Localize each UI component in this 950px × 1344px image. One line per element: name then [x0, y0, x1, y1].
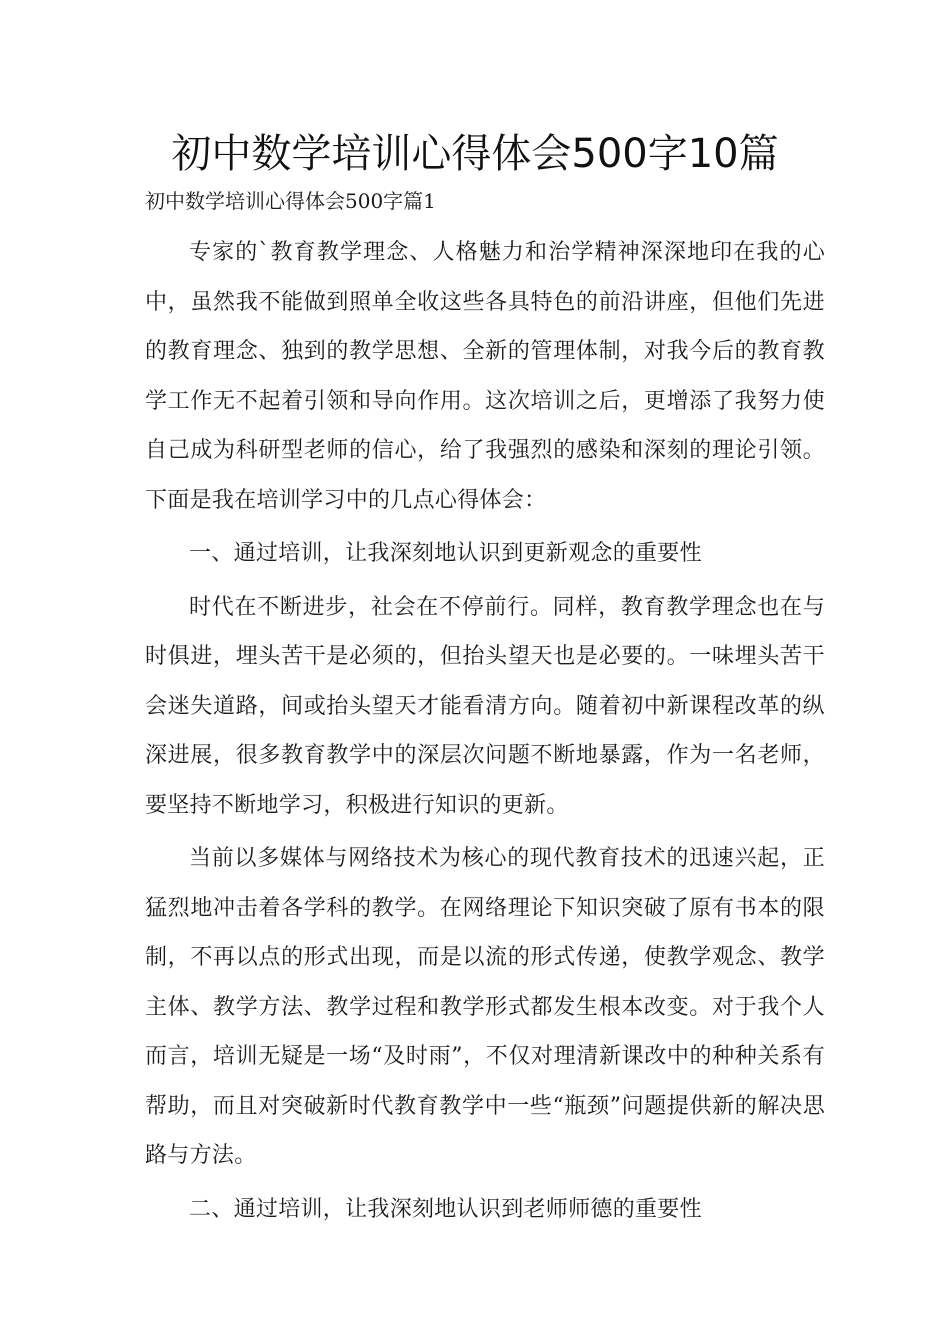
- paragraph-multimedia: 当前以多媒体与网络技术为核心的现代教育技术的迅速兴起，正猛烈地冲击着各学科的教学。在网络理论下知识突破了原有书本的限制，不再以点的形式出现，而是以流的形式传递，使教学观念、教学主体、教学方法、教学过程和教学形式都发生根本改变。对于我个人而言，培训无疑是一场“及时雨”，不仅对理清新课改中的种种关系有帮助，而且对突破新时代教育教学中一些“瓶颈”问题提供新的解决思路与方法。: [145, 846, 825, 1168]
- paragraph-times: 时代在不断进步，社会在不停前行。同样，教育教学理念也在与时俱进，埋头苦干是必须的，但抬头望天也是必要的。一味埋头苦干会迷失道路，间或抬头望天才能看清方向。随着初中新课程改革的纵深进展，很多教育教学中的深层次问题不断地暴露，作为一名老师，要坚持不断地学习，积极进行知识的更新。: [145, 594, 825, 818]
- section-heading-1: 一、通过培训，让我深刻地认识到更新观念的重要性: [189, 541, 702, 566]
- document-body: [145, 228, 825, 1234]
- paragraph-intro: 专家的`教育教学理念、人格魅力和治学精神深深地印在我的心中，虽然我不能做到照单全收这些各具特色的前沿讲座，但他们先进的教育理念、独到的教学思想、全新的管理体制，对我今后的教育教学工作无不起着引领和导向作用。这次培训之后，更增添了我努力使自己成为科研型老师的信心，给了我强烈的感染和深刻的理论引领。下面是我在培训学习中的几点心得体会：: [145, 240, 825, 513]
- document-title: 初中数学培训心得体会500字10篇: [171, 131, 779, 177]
- section-subtitle: 初中数学培训心得体会500字篇1: [145, 189, 436, 213]
- section-heading-2: 二、通过培训，让我深刻地认识到老师师德的重要性: [189, 1196, 702, 1222]
